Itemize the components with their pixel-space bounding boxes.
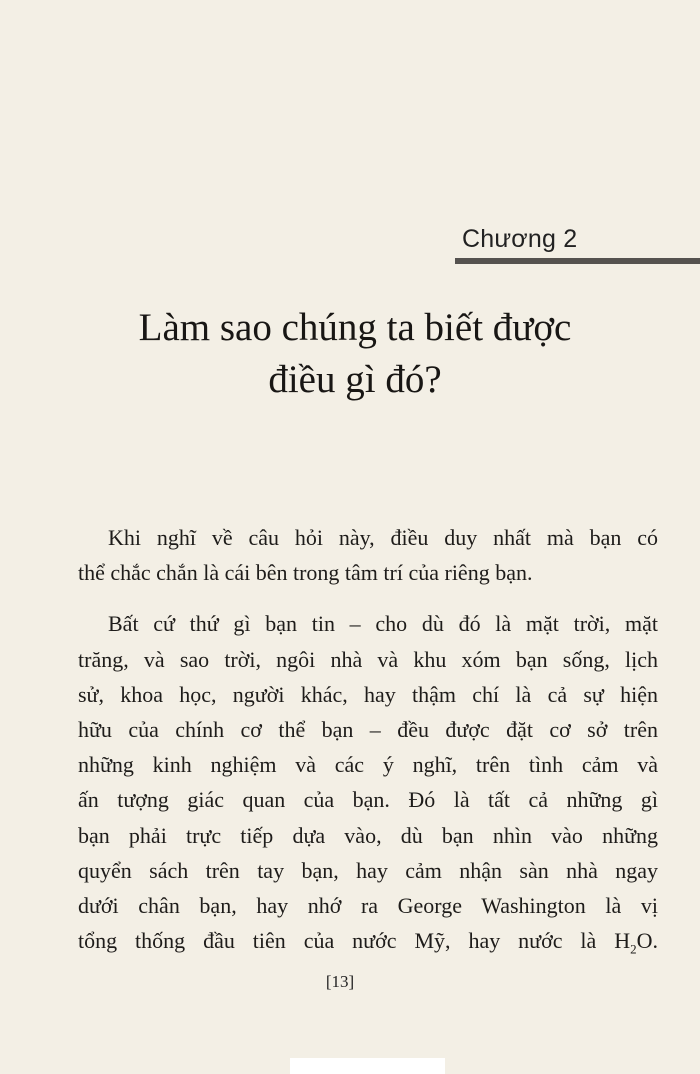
paragraph-2-line-3: sử, khoa học, người khác, hay thậm chí là cả sự hiện <box>78 681 658 707</box>
paragraph-2-line-6: ấn tượng giác quan của bạn. Đó là tất cả những gì <box>78 787 658 813</box>
paragraph-1-line-1: Khi nghĩ về câu hỏi này, điều duy nhất mà bạn có <box>108 525 658 550</box>
chapter-label: Chương 2 <box>462 225 578 253</box>
page-number: [13] <box>325 972 355 991</box>
paragraph-2-line-5: những kinh nghiệm và các ý nghĩ, trên tình cảm và <box>78 752 658 778</box>
paragraph-1 <box>78 520 658 590</box>
paragraph-2 <box>78 606 658 966</box>
paragraph-2-line-2: trăng, và sao trời, ngôi nhà và khu xóm bạn sống, lịch <box>78 646 658 672</box>
paragraph-2-line-7: bạn phải trực tiếp dựa vào, dù bạn nhìn vào những <box>78 822 658 848</box>
chapter-title-line-1: Làm sao chúng ta biết được <box>138 306 572 349</box>
paragraph-2-line-1: Bất cứ thứ gì bạn tin – cho dù đó là mặt trời, mặt <box>108 611 658 637</box>
chapter-rule <box>455 258 700 264</box>
subscript-2: 2 <box>630 941 637 957</box>
line-10-end: O. <box>636 928 658 954</box>
paragraph-2-line-10 <box>78 923 658 967</box>
line-10-text: tổng thống đầu tiên của nước Mỹ, hay nước là H <box>78 928 631 954</box>
paragraph-2-line-9: dưới chân bạn, hay nhớ ra George Washington là vị <box>78 893 658 919</box>
chapter-title <box>60 302 650 406</box>
chapter-title-line-2: điều gì đó? <box>268 358 442 401</box>
body-text <box>78 520 658 967</box>
paragraph-2-line-4: hữu của chính cơ thể bạn – đều được đặt cơ sở trên <box>78 717 658 743</box>
paragraph-1-line-2: thể chắc chắn là cái bên trong tâm trí của riêng bạn. <box>78 560 533 586</box>
scan-edge-strip <box>290 1058 445 1074</box>
paragraph-2-line-8: quyển sách trên tay bạn, hay cảm nhận sàn nhà ngay <box>78 857 658 883</box>
